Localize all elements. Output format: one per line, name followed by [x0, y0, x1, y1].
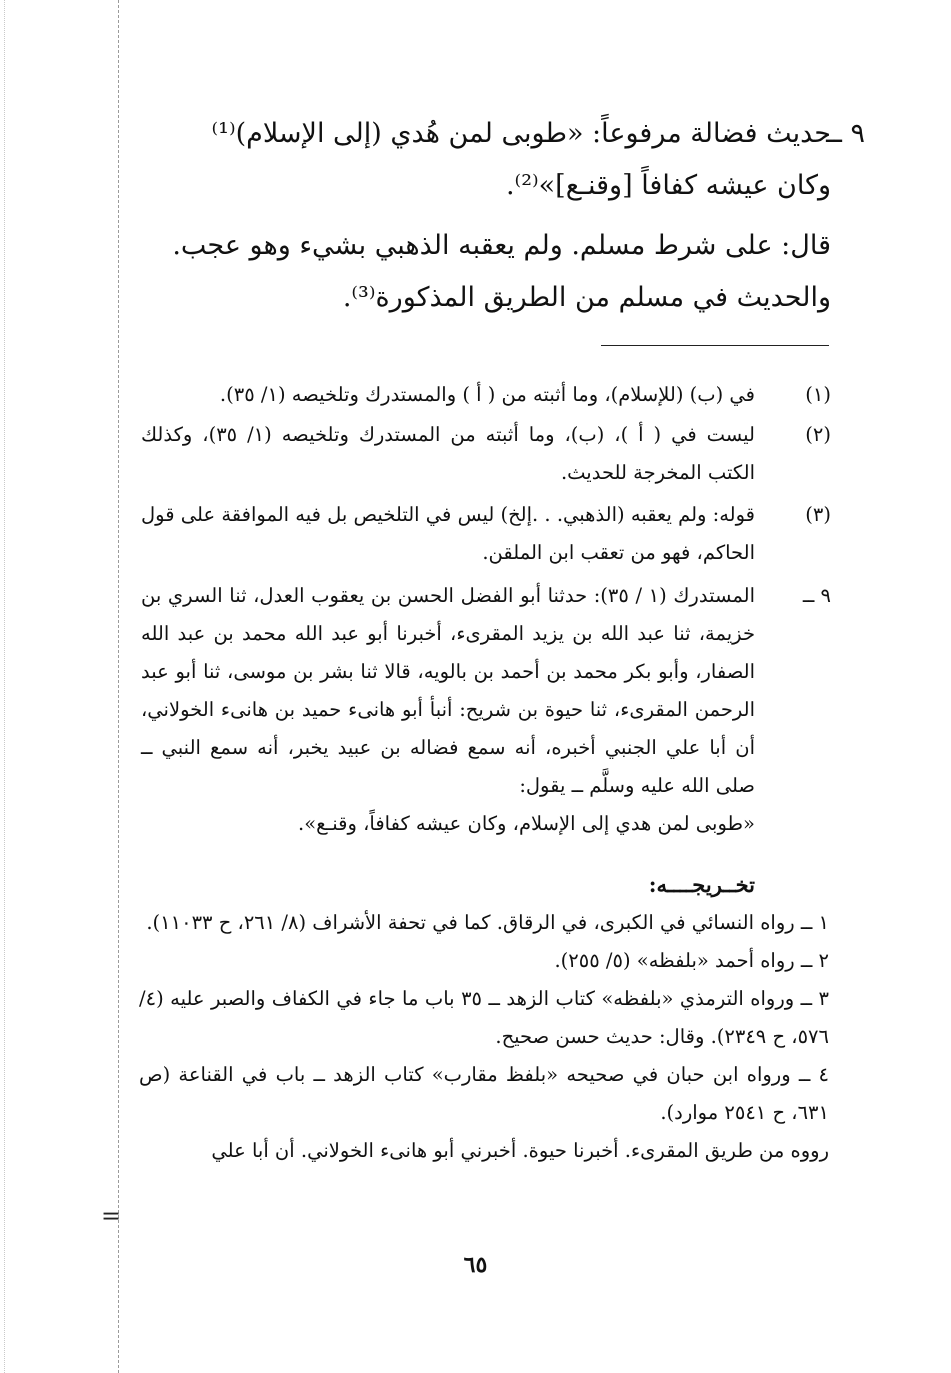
takhrij-list — [139, 904, 829, 1170]
scan-edge-line — [4, 0, 5, 1373]
main-comment — [131, 220, 831, 324]
takhrij-item-3: ٣ ــ ورواه الترمذي «بلفظه» كتاب الزهد ــ ٣٥ باب ما جاء في الكفاف والصبر عليه (٤/ ٥٧٦، ح ٢٣٤٩). وقال: حديث حسن صحيح. — [139, 987, 829, 1048]
main-hadith-number: ٩ ــ — [826, 118, 865, 149]
page-number: ٦٥ — [463, 1252, 488, 1278]
footnote-3-text: قوله: ولم يعقبه (الذهبي. . .إلخ) ليس في التلخيص بل فيه الموافقة على قول الحاكم، فهو من تعقب ابن الملقن. — [141, 503, 755, 564]
mustadrak-quote: «طوبى لمن هدي إلى الإسلام، وكان عيشه كفافاً، وقنـع». — [298, 812, 755, 835]
footnote-2-num: (٢) — [805, 423, 831, 446]
main-hadith-line-2: وكان عيشه كفافاً [وقنـع]»⁽²⁾. — [505, 170, 831, 201]
continuation-mark: = — [101, 1202, 122, 1230]
comment-line-2: والحديث في مسلم من الطريق المذكورة⁽³⁾. — [342, 282, 831, 313]
main-hadith-line-1: حديث فضالة مرفوعاً: «طوبى لمن هُدي (إلى الإسلام)⁽¹⁾ — [211, 118, 831, 149]
footnote-3-num: (٣) — [805, 503, 831, 526]
footnote-2-text: ليست في ( أ )، (ب)، وما أثبته من المستدرك وتلخيصه (١/ ٣٥)، وكذلك الكتب المخرجة للحديث. — [141, 423, 755, 484]
footnote-1-text: في (ب) (للإسلام)، وما أثبته من ( أ ) والمستدرك وتلخيصه (١/ ٣٥). — [219, 383, 755, 406]
takhrij-item-2: ٢ ــ رواه أحمد «بلفظه» (٥/ ٢٥٥). — [554, 949, 829, 972]
takhrij-heading: تخــريجــــه: — [648, 872, 755, 897]
takhrij-tail: رووه من طريق المقرىء. أخبرنا حيوة. أخبرني أبو هانىء الخولاني. أن أبا علي — [211, 1139, 829, 1162]
mustadrak-chain: المستدرك (١ / ٣٥): حدثنا أبو الفضل الحسن بن يعقوب العدل، ثنا السري بن خزيمة، ثنا عبد الله بن يزيد المقرىء، أخبرنا أبو عبد الله محمد بن عبد الله الصفار، وأبو بكر محمد بن أحمد بن بالويه، قالا ثنا بشر بن موسى، ثنا أبو عبد الرحمن المقرىء، ثنا حيوة بن شريح: أنبأ أبو هانىء حميد بن هانىء الخولاني، أن أبا علي الجنبي أخبره، أنه سمع فضاله بن عبيد يخبر، أنه سمع النبي ــ صلى الله عليه وسلَّم ــ يقول: — [141, 584, 755, 797]
main-hadith-text — [141, 108, 831, 212]
takhrij-item-4: ٤ ــ ورواه ابن حبان في صحيحه «بلفظ مقارب» كتاب الزهد ــ باب في القناعة (ص ٦٣١، ح ٢٥٤١ موارد). — [139, 1063, 829, 1124]
takhrij-item-1: ١ ــ رواه النسائي في الكبرى، في الرقاق. كما في تحفة الأشراف (٨/ ٢٦١، ح ١١٠٣٣). — [146, 911, 829, 934]
mustadrak-text — [141, 577, 755, 843]
footnote-1-num: (١) — [805, 383, 831, 406]
comment-line-1: قال: على شرط مسلم. ولم يعقبه الذهبي بشيء وهو عجب. — [172, 230, 831, 261]
page-margin-line — [118, 0, 119, 1373]
footnote-separator — [601, 345, 829, 346]
mustadrak-number: ٩ ــ — [802, 584, 831, 607]
